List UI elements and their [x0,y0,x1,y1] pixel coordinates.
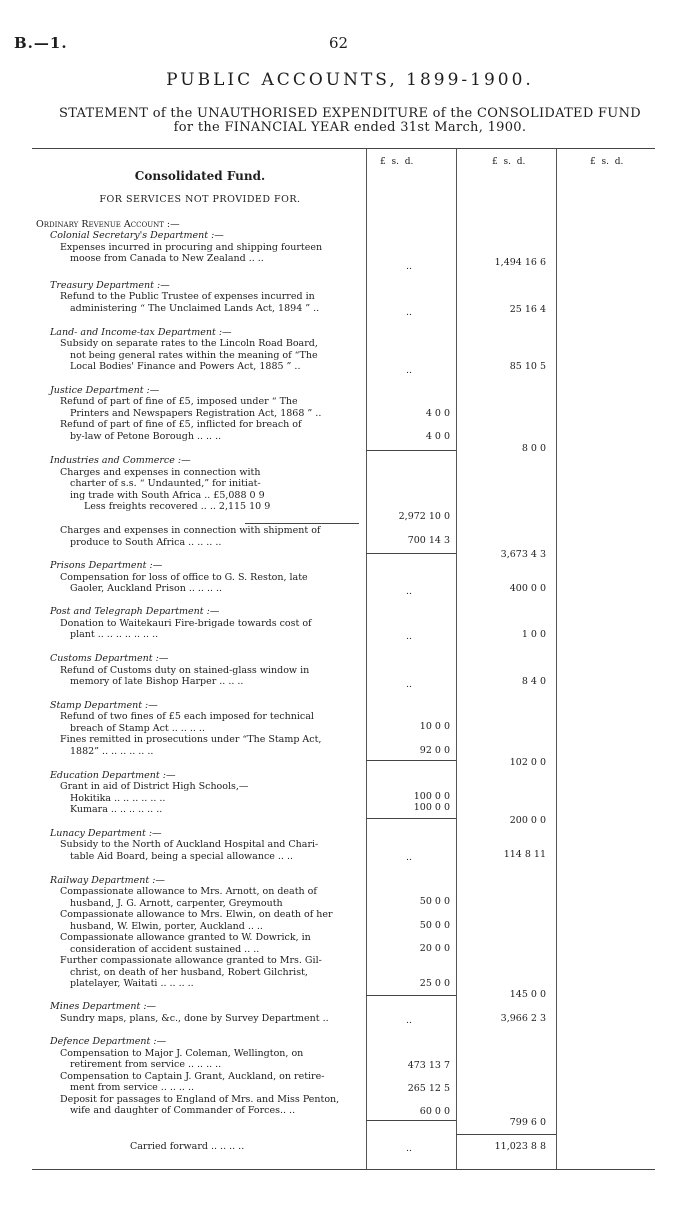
entry-line: Compensation for loss of office to G. S. Reston, late [60,572,308,583]
entry-line: ment from service .. .. .. .. [70,1082,195,1093]
dept-prisons: Prisons Department :— [50,560,163,571]
amount-cell: .. [405,1015,412,1026]
dept-customs: Customs Department :— [50,653,169,664]
amount-cell: 20 0 0 [419,943,450,954]
entry-line: Printers and Newspapers Registration Act, 1868 ” .. [70,408,322,419]
entry-line: Further compassionate allowance granted to Mrs. Gil- [60,955,322,966]
entry-line: administering “ The Unclaimed Lands Act, 1894 ” .. [70,303,320,314]
amount-cell: 145 0 0 [509,989,546,1000]
entry-line: Compensation to Major J. Coleman, Wellington, on [60,1048,304,1059]
amount-cell: 200 0 0 [509,815,546,826]
amount-cell: 265 12 5 [407,1083,450,1094]
entry-line: husband, J. G. Arnott, carpenter, Greymouth [70,898,283,909]
dept-treasury: Treasury Department :— [50,280,170,291]
entry-line: Refund of two fines of £5 each imposed for technical [60,711,314,722]
amount-cell: 60 0 0 [419,1106,450,1117]
fund-heading: Consolidated Fund. [134,169,266,183]
entry-line: Donation to Waitekauri Fire-brigade towards cost of [60,618,312,629]
document-reference: B.—1. [14,34,68,52]
amount-cell: .. [405,261,412,272]
carried-forward-label: Carried forward .. .. .. .. [130,1141,245,1152]
subtotal-rule [366,818,456,819]
entry-line: Deposit for passages to England of Mrs. and Miss Penton, [60,1094,340,1105]
entry-line: Refund of Customs duty on stained-glass window in [60,665,310,676]
entry-line: retirement from service .. .. .. .. [70,1059,222,1070]
dept-mines: Mines Department :— [50,1001,157,1012]
entry-line: moose from Canada to New Zealand .. .. [70,253,264,264]
entry-line: Sundry maps, plans, &c., done by Survey Department .. [60,1013,329,1024]
subtraction-rule [245,523,359,524]
entry-line: Refund of part of fine of £5, imposed under “ The [60,396,298,407]
amount-cell: 8 4 0 [521,676,546,687]
page-number: 62 [329,34,349,52]
amount-cell: 25 16 4 [509,304,546,315]
entry-line: by-law of Petone Borough .. .. .. [70,431,222,442]
entry-line: Compassionate allowance granted to W. Dowrick, in [60,932,311,943]
dept-land-income-tax: Land- and Income-tax Department :— [50,327,232,338]
entry-line: christ, on death of her husband, Robert Gilchrist, [70,967,308,978]
entry-line: Subsidy to the North of Auckland Hospital and Chari- [60,839,319,850]
entry-line: Less freights recovered .. .. 2,115 10 9 [84,501,271,512]
amount-cell: 10 0 0 [419,721,450,732]
amount-cell: 85 10 5 [509,361,546,372]
entry-line: memory of late Bishop Harper .. .. .. [70,676,244,687]
amount-cell: 11,023 8 8 [494,1141,546,1152]
amount-cell: 700 14 3 [407,535,450,546]
amount-cell: 8 0 0 [521,443,546,454]
amount-cell: .. [405,307,412,318]
dept-industries-commerce: Industries and Commerce :— [50,455,191,466]
account-heading: Ordinary Revenue Account :— [36,219,180,230]
entry-line: breach of Stamp Act .. .. .. .. [70,723,205,734]
subtotal-rule [366,995,456,996]
amount-cell: 2,972 10 0 [398,511,450,522]
amount-cell: 4 0 0 [425,408,450,419]
entry-line: table Aid Board, being a special allowance .. .. [70,851,294,862]
column-divider [556,149,557,1169]
page-header [0,34,700,54]
entry-line: not being general rates within the meaning of “The [70,350,318,361]
entry-line: Fines remitted in prosecutions under “The Stamp Act, [60,734,322,745]
subtotal-rule [366,553,456,554]
entry-line: Expenses incurred in procuring and shipping fourteen [60,242,323,253]
amount-cell: .. [405,679,412,690]
dept-post-telegraph: Post and Telegraph Department :— [50,606,220,617]
amount-cell: 3,966 2 3 [500,1013,546,1024]
statement-subtitle [14,107,686,135]
entry-line: Compassionate allowance to Mrs. Arnott, on death of [60,886,317,897]
dept-defence: Defence Department :— [50,1036,167,1047]
subtotal-rule [366,450,456,451]
entry-line: charter of s.s. “ Undaunted,” for initiat- [70,478,261,489]
entry-line: Grant in aid of District High Schools,— [60,781,249,792]
amount-cell: 400 0 0 [509,583,546,594]
dept-education: Education Department :— [50,770,176,781]
entry-line: Compensation to Captain J. Grant, Auckland, on retire- [60,1071,325,1082]
dept-lunacy: Lunacy Department :— [50,828,162,839]
col3-header: £ s. d. [590,157,624,167]
amount-cell: .. [405,586,412,597]
dept-justice: Justice Department :— [50,385,160,396]
amount-cell: 114 8 11 [503,849,546,860]
entry-line: wife and daughter of Commander of Forces.. .. [70,1105,296,1116]
entry-line: produce to South Africa .. .. .. .. [70,537,222,548]
dept-railway: Railway Department :— [50,875,165,886]
subtitle-line-1: STATEMENT of the UNAUTHORISED EXPENDITURE of the CONSOLIDATED FUND [59,106,641,121]
dept-stamp: Stamp Department :— [50,700,158,711]
amount-cell: 25 0 0 [419,978,450,989]
amount-column-2 [456,149,556,1169]
entry-line: consideration of accident sustained .. .. [70,944,260,955]
entry-line: 1882” .. .. .. .. .. .. [70,746,154,757]
entry-line: Hokitika .. .. .. .. .. .. [70,793,166,804]
amount-cell: .. [405,1143,412,1154]
entry-line: ing trade with South Africa .. £5,088 0 9 [70,490,265,501]
entry-line: Kumara .. .. .. .. .. .. [70,804,163,815]
amount-cell: 50 0 0 [419,896,450,907]
col1-header: £ s. d. [380,157,414,167]
amount-cell: 4 0 0 [425,431,450,442]
page-title: PUBLIC ACCOUNTS, 1899-1900. [166,70,534,90]
entry-line: husband, W. Elwin, porter, Auckland .. .. [70,921,263,932]
subtotal-rule [366,1120,456,1121]
entry-line: platelayer, Waitati .. .. .. .. [70,978,194,989]
entry-line: Subsidy on separate rates to the Lincoln Road Board, [60,338,318,349]
entry-line: Local Bodies' Finance and Powers Act, 1885 ” .. [70,361,301,372]
entry-line: Charges and expenses in connection with [60,467,261,478]
entry-line: Refund to the Public Trustee of expenses incurred in [60,291,315,302]
amount-cell: .. [405,852,412,863]
amount-cell: 100 0 0 [413,802,450,813]
subtotal-rule [366,760,456,761]
entry-line: Refund of part of fine of £5, inflicted for breach of [60,419,302,430]
total-rule [456,1134,556,1135]
entry-line: Charges and expenses in connection with shipment of [60,525,321,536]
amount-cell: .. [405,365,412,376]
dept-colonial-secretary: Colonial Secretary's Department :— [50,230,224,241]
amount-cell: .. [405,631,412,642]
subtitle-line-2: for the FINANCIAL YEAR ended 31st March, 1900. [173,120,527,135]
services-heading: FOR SERVICES NOT PROVIDED FOR. [99,194,301,205]
entry-line: plant .. .. .. .. .. .. .. [70,629,159,640]
amount-cell: 102 0 0 [509,757,546,768]
entry-line: Compassionate allowance to Mrs. Elwin, on death of her [60,909,333,920]
amount-column-1 [366,149,456,1169]
col2-header: £ s. d. [492,157,526,167]
amount-cell: 1 0 0 [521,629,546,640]
amount-cell: 3,673 4 3 [500,549,546,560]
accounts-table [32,148,655,1170]
entry-line: Gaoler, Auckland Prison .. .. .. .. [70,583,223,594]
amount-cell: 50 0 0 [419,920,450,931]
amount-cell: 92 0 0 [419,745,450,756]
amount-cell: 473 13 7 [407,1060,450,1071]
amount-cell: 100 0 0 [413,791,450,802]
amount-cell: 1,494 16 6 [494,257,546,268]
amount-cell: 799 6 0 [509,1117,546,1128]
